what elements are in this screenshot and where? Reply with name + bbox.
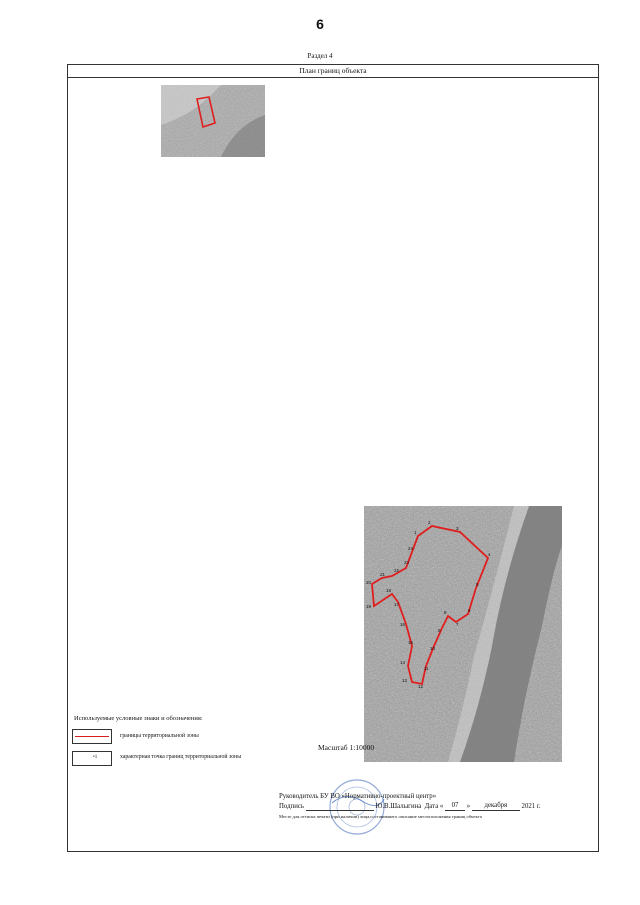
red-boundary-line [75,736,109,737]
legend-boundary-label: границы территориальной зоны [120,733,199,739]
date-label: Дата « [424,803,444,810]
svg-text:1: 1 [414,530,417,535]
svg-text:20: 20 [366,580,372,585]
signature-block [279,792,541,811]
svg-text:6: 6 [468,608,471,613]
svg-text:21: 21 [380,572,386,577]
signer-name: Ю.В.Шалыгина [375,803,422,810]
svg-text:15: 15 [408,640,414,645]
section-label: Раздел 4 [307,52,333,60]
svg-text:10: 10 [430,646,436,651]
svg-text:11: 11 [424,666,429,671]
legend-point-marker: •1 [93,755,98,760]
signature-line [279,801,541,811]
svg-text:16: 16 [400,622,406,627]
legend-point-label: характерная точка границ территориальной зоны [120,754,242,760]
seal-note: Место для оттиска печати (при наличии) лица,составившего описание местоположения границ объекта [279,814,482,819]
legend-boundary-swatch [72,729,112,744]
svg-text:12: 12 [418,684,424,689]
svg-text:22: 22 [394,568,400,573]
svg-text:2: 2 [428,520,431,525]
main-aerial-map [364,506,562,762]
section-title: План границ объекта [68,65,598,78]
svg-text:14: 14 [400,660,406,665]
date-year: 2021 г. [521,803,541,810]
svg-text:9: 9 [438,628,441,633]
date-month: декабря [472,801,520,811]
map-scale: Масштаб 1:10000 [318,743,375,752]
svg-text:13: 13 [402,678,408,683]
svg-text:4: 4 [488,552,491,557]
signature-label: Подпись [279,803,304,810]
document-frame [67,64,599,852]
legend-title: Используемые условные знаки и обозначения: [74,715,203,722]
svg-text:23: 23 [404,560,410,565]
svg-text:17: 17 [394,602,400,607]
svg-text:7: 7 [456,622,459,627]
signer-position: Руководитель БУ ВО «Нормативно-проектный центр» [279,793,437,800]
signature-field [306,802,374,811]
svg-text:5: 5 [476,582,479,587]
svg-text:19: 19 [366,604,372,609]
svg-text:18: 18 [386,588,392,593]
svg-text:8: 8 [444,610,447,615]
date-day: 07 [445,801,465,811]
svg-text:3: 3 [456,526,459,531]
legend-point-swatch [72,751,112,766]
page-number: 6 [316,16,324,32]
date-separator: » [466,803,471,810]
overview-aerial-map [161,85,265,157]
svg-text:24: 24 [408,546,414,551]
